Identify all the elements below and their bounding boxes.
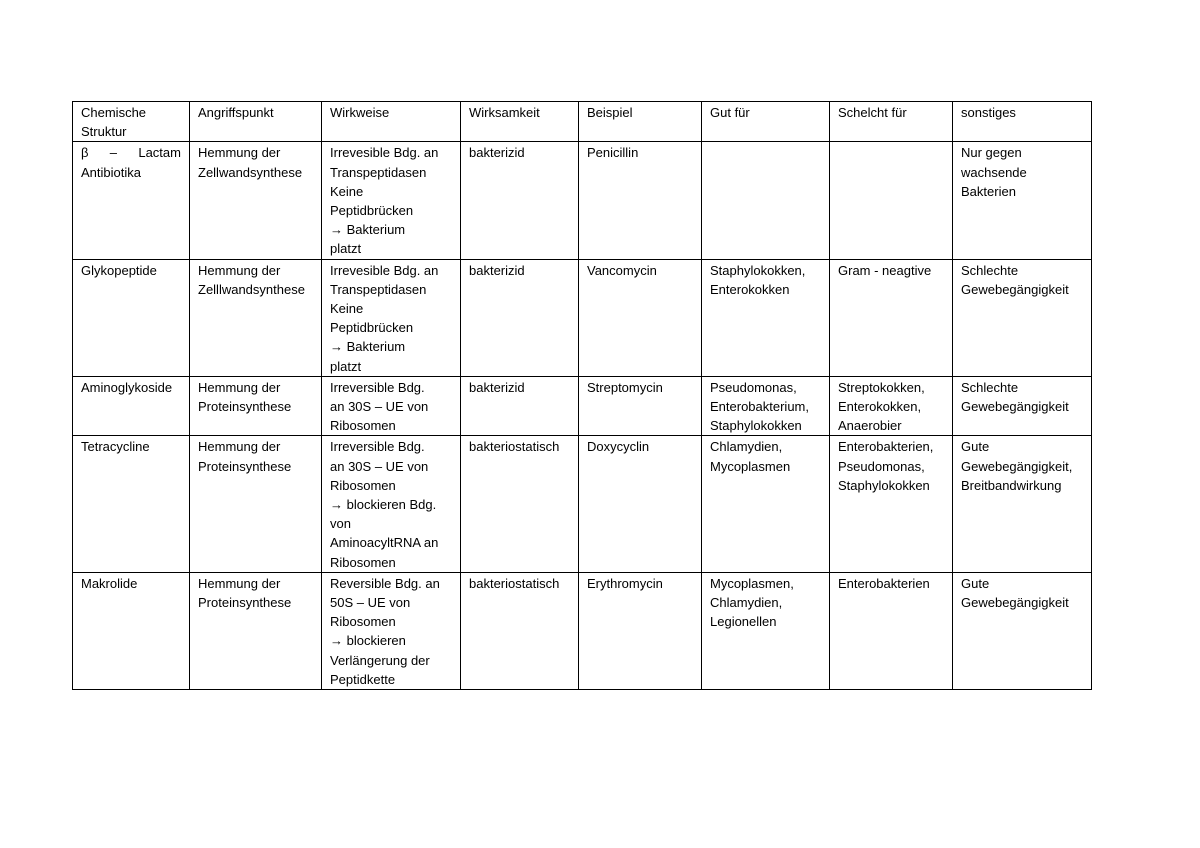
table-cell <box>953 572 1092 689</box>
cell-text: an 30S – UE von <box>330 399 429 415</box>
cell-text: Erythromycin <box>587 575 663 591</box>
cell-text: Staphylokokken <box>838 477 930 493</box>
table-cell <box>322 259 461 376</box>
cell-text: Irrevesible Bdg. an <box>330 262 439 278</box>
table-cell <box>830 259 953 376</box>
cell-text: Peptidbrücken <box>330 320 414 336</box>
cell-text: Tetracycline <box>81 439 150 455</box>
table-cell <box>73 142 190 259</box>
cell-text: Proteinsynthese <box>198 399 292 415</box>
table-cell <box>953 259 1092 376</box>
cell-text: Zelllwandsynthese <box>198 281 305 297</box>
header-cell <box>322 102 461 142</box>
table-cell <box>579 259 702 376</box>
table-row <box>73 572 1092 689</box>
cell-text: → blockieren Bdg. <box>330 497 437 513</box>
cell-text: Enterobakterien <box>838 575 930 591</box>
cell-text: Aminoglykoside <box>81 379 173 395</box>
header-cell <box>830 102 953 142</box>
cell-text: Gut für <box>710 105 750 120</box>
table-row <box>73 436 1092 572</box>
cell-text: Keine <box>330 183 364 199</box>
cell-text: Angriffspunkt <box>198 105 274 120</box>
cell-text: Hemmung der <box>198 575 281 591</box>
table-cell <box>830 142 953 259</box>
header-cell <box>190 102 322 142</box>
cell-text: Reversible Bdg. an <box>330 575 440 591</box>
table-cell <box>190 436 322 572</box>
cell-text: Makrolide <box>81 575 138 591</box>
header-cell <box>73 102 190 142</box>
header-row <box>73 102 1092 142</box>
table-cell <box>953 142 1092 259</box>
table-cell <box>702 142 830 259</box>
cell-text: Gute <box>961 439 990 455</box>
table-cell <box>190 572 322 689</box>
table-cell <box>461 436 579 572</box>
cell-text: Hemmung der <box>198 379 281 395</box>
cell-text: Chlamydien, <box>710 595 783 611</box>
cell-text: Schlechte <box>961 379 1019 395</box>
cell-text: bakterizid <box>469 145 525 161</box>
table-cell <box>830 436 953 572</box>
cell-text: Pseudomonas, <box>710 379 797 395</box>
cell-text: Hemmung der <box>198 439 281 455</box>
table-cell <box>953 376 1092 436</box>
cell-text: Schelcht für <box>838 105 907 120</box>
cell-text: Ribosomen <box>330 418 396 434</box>
cell-text: bakterizid <box>469 379 525 395</box>
table-cell <box>702 259 830 376</box>
cell-text: Legionellen <box>710 614 777 630</box>
table-cell <box>830 572 953 689</box>
cell-text: Chemische <box>81 105 147 120</box>
cell-text: Streptomycin <box>587 379 663 395</box>
cell-text: Mycoplasmen, <box>710 575 794 591</box>
cell-text: Doxycyclin <box>587 439 650 455</box>
cell-text: Gewebegängigkeit <box>961 595 1069 611</box>
table-cell <box>73 436 190 572</box>
table-cell <box>190 259 322 376</box>
table-cell <box>702 572 830 689</box>
cell-text: Beispiel <box>587 105 633 120</box>
cell-text: Verlängerung der <box>330 652 430 668</box>
cell-text: Gewebegängigkeit <box>961 399 1069 415</box>
cell-text: Ribosomen <box>330 554 396 570</box>
antibiotics-table <box>72 101 1092 690</box>
cell-text: Enterobakterien, <box>838 439 934 455</box>
table-cell <box>73 572 190 689</box>
cell-text: Keine <box>330 301 364 317</box>
table-cell <box>830 376 953 436</box>
cell-text: Struktur <box>81 124 127 140</box>
table-cell <box>702 376 830 436</box>
cell-text: Glykopeptide <box>81 262 157 278</box>
cell-text: Zellwandsynthese <box>198 164 303 180</box>
cell-text: Nur gegen <box>961 145 1022 161</box>
table-cell <box>702 436 830 572</box>
table-cell <box>579 436 702 572</box>
table-row <box>73 376 1092 436</box>
cell-text: an 30S – UE von <box>330 458 429 474</box>
cell-text: Gewebegängigkeit, <box>961 458 1073 474</box>
cell-text: Peptidkette <box>330 671 396 687</box>
cell-text: Breitbandwirkung <box>961 477 1062 493</box>
cell-text: sonstiges <box>961 105 1016 120</box>
cell-text: Irrevesible Bdg. an <box>330 145 439 161</box>
header-cell <box>461 102 579 142</box>
cell-text: Hemmung der <box>198 145 281 161</box>
cell-text: AminoacyltRNA an <box>330 535 439 551</box>
cell-text: Proteinsynthese <box>198 458 292 474</box>
table-cell <box>461 142 579 259</box>
table-cell <box>461 572 579 689</box>
table-cell <box>322 572 461 689</box>
cell-text: Enterobakterium, <box>710 399 809 415</box>
table-cell <box>953 436 1092 572</box>
cell-text: Transpeptidasen <box>330 164 427 180</box>
cell-text: Enterokokken, <box>838 399 922 415</box>
cell-text: Transpeptidasen <box>330 281 427 297</box>
table-cell <box>322 142 461 259</box>
cell-text: Enterokokken <box>710 281 790 297</box>
cell-text: bakteriostatisch <box>469 439 560 455</box>
cell-text: Irreversible Bdg. <box>330 379 425 395</box>
cell-text: Chlamydien, <box>710 439 783 455</box>
table-cell <box>73 259 190 376</box>
cell-text: Wirkweise <box>330 105 390 120</box>
cell-text: Ribosomen <box>330 477 396 493</box>
cell-text: Schlechte <box>961 262 1019 278</box>
cell-text: → Bakterium <box>330 339 406 355</box>
cell-text: Gewebegängigkeit <box>961 281 1069 297</box>
cell-text: Peptidbrücken <box>330 203 414 219</box>
cell-text: platzt <box>330 358 362 374</box>
cell-text: Irreversible Bdg. <box>330 439 425 455</box>
table-row <box>73 142 1092 259</box>
header-cell <box>579 102 702 142</box>
cell-text: Mycoplasmen <box>710 458 791 474</box>
table-cell <box>579 142 702 259</box>
cell-text: von <box>330 516 351 532</box>
cell-text: → blockieren <box>330 633 406 649</box>
cell-text: Staphylokokken, <box>710 262 806 278</box>
cell-text: bakterizid <box>469 262 525 278</box>
cell-text: Gute <box>961 575 990 591</box>
cell-text: Vancomycin <box>587 262 657 278</box>
cell-text: Gram - neagtive <box>838 262 932 278</box>
cell-text: Staphylokokken <box>710 418 802 434</box>
cell-text: Penicillin <box>587 145 639 161</box>
table-cell <box>579 572 702 689</box>
table-cell <box>190 142 322 259</box>
table-cell <box>579 376 702 436</box>
cell-text: wachsende <box>961 164 1027 180</box>
header-cell <box>953 102 1092 142</box>
cell-text: Hemmung der <box>198 262 281 278</box>
cell-text: Antibiotika <box>81 164 141 180</box>
cell-text: Bakterien <box>961 183 1016 199</box>
table-cell <box>322 376 461 436</box>
table-cell <box>73 376 190 436</box>
table-cell <box>322 436 461 572</box>
cell-text: Anaerobier <box>838 418 902 434</box>
cell-text: 50S – UE von <box>330 595 411 611</box>
cell-text: → Bakterium <box>330 222 406 238</box>
table-cell <box>461 376 579 436</box>
table-row <box>73 259 1092 376</box>
table-cell <box>190 376 322 436</box>
table-cell <box>461 259 579 376</box>
cell-text: β – Lactam <box>81 145 181 161</box>
cell-text: Pseudomonas, <box>838 458 925 474</box>
cell-text: Proteinsynthese <box>198 595 292 611</box>
cell-text: Streptokokken, <box>838 379 925 395</box>
cell-text: Ribosomen <box>330 614 396 630</box>
cell-text: Wirksamkeit <box>469 105 540 120</box>
cell-text: bakteriostatisch <box>469 575 560 591</box>
header-cell <box>702 102 830 142</box>
cell-text: platzt <box>330 241 362 257</box>
